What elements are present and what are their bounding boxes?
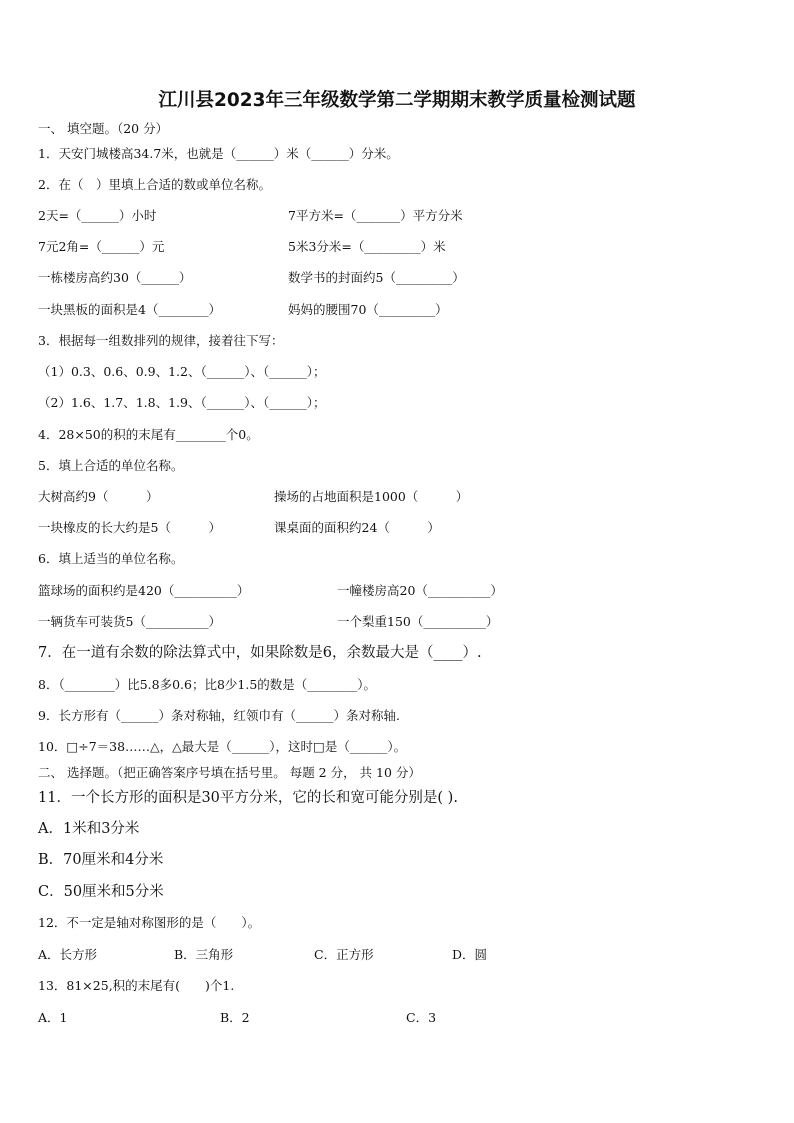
q6-item-3: 一辆货车可装货5（__________） — [38, 614, 221, 629]
question-13: 13．81×25,积的末尾有( )个1. — [38, 978, 235, 993]
q5-item-2: 操场的占地面积是1000（ ） — [274, 489, 469, 504]
q5-item-4: 课桌面的面积约24（ ） — [274, 520, 440, 535]
q12-option-b: B．三角形 — [174, 947, 234, 962]
question-8: 8．（________）比5.8多0.6；比8少1.5的数是（________）。 — [38, 677, 377, 692]
section-1-heading: 一、 填空题。（20 分） — [38, 121, 169, 136]
q2-item-2: 7平方米=（_______）平方分米 — [288, 208, 463, 223]
q2-item-6: 数学书的封面约5（_________） — [288, 270, 465, 285]
q2-item-8: 妈妈的腰围70（_________） — [288, 302, 448, 317]
q6-item-2: 一幢楼房高20（__________） — [337, 583, 503, 598]
question-1: 1．天安门城楼高34.7米，也就是（______）米（______）分米。 — [38, 146, 399, 161]
q2-item-3: 7元2角=（______）元 — [38, 239, 165, 254]
question-12: 12．不一定是轴对称图形的是（ ）。 — [38, 915, 261, 930]
q11-option-a: A．1米和3分米 — [38, 821, 140, 837]
q6-item-4: 一个梨重150（__________） — [337, 614, 499, 629]
q2-item-7: 一块黑板的面积是4（________） — [38, 302, 221, 317]
question-10: 10．□÷7＝38……△，△最大是（______），这时□是（______）。 — [38, 739, 407, 754]
question-4: 4．28×50的积的末尾有________个0。 — [38, 427, 259, 442]
q2-item-4: 5米3分米=（_________）米 — [288, 239, 446, 254]
q11-option-c: C．50厘米和5分米 — [38, 884, 164, 900]
question-6: 6．填上适当的单位名称。 — [38, 551, 184, 566]
q13-option-b: B．2 — [220, 1010, 250, 1025]
q5-item-1: 大树高约9（ ） — [38, 489, 159, 504]
q5-item-3: 一块橡皮的长大约是5（ ） — [38, 520, 221, 535]
section-2-heading: 二、 选择题。（把正确答案序号填在括号里。 每题 2 分， 共 10 分） — [38, 765, 421, 780]
question-5: 5．填上合适的单位名称。 — [38, 458, 184, 473]
q12-option-a: A．长方形 — [38, 947, 98, 962]
question-9: 9．长方形有（______）条对称轴，红领巾有（______）条对称轴. — [38, 708, 400, 723]
question-11: 11．一个长方形的面积是30平方分米，它的长和宽可能分别是( ). — [38, 790, 458, 806]
q3-item-1: （1）0.3、0.6、0.9、1.2、（______）、（______）； — [38, 364, 326, 379]
q12-option-c: C．正方形 — [314, 947, 374, 962]
question-7: 7．在一道有余数的除法算式中，如果除数是6，余数最大是（____）. — [38, 645, 482, 661]
page-title: 江川县2023年三年级数学第二学期期末教学质量检测试题 — [158, 90, 636, 111]
q13-option-a: A．1 — [38, 1010, 68, 1025]
question-3: 3．根据每一组数排列的规律，接着往下写： — [38, 333, 284, 348]
q2-item-5: 一栋楼房高约30（______） — [38, 270, 192, 285]
q2-item-1: 2天=（______）小时 — [38, 208, 157, 223]
q13-option-c: C．3 — [406, 1010, 437, 1025]
q3-item-2: （2）1.6、1.7、1.8、1.9、（______）、（______）； — [38, 395, 326, 410]
q12-option-d: D．圆 — [452, 947, 488, 962]
q11-option-b: B．70厘米和4分米 — [38, 852, 164, 868]
question-2: 2．在（ ）里填上合适的数或单位名称。 — [38, 177, 271, 192]
q6-item-1: 篮球场的面积约是420（__________） — [38, 583, 250, 598]
